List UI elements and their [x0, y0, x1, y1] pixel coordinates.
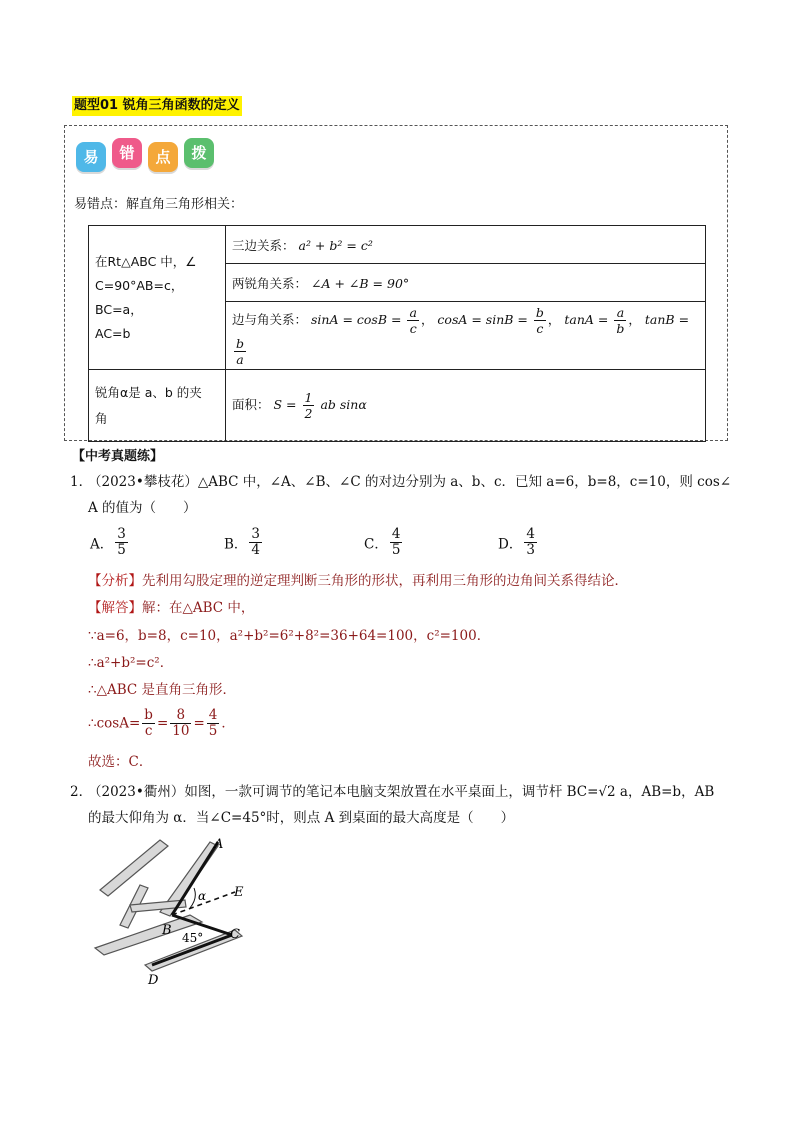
q1-number: 1． [70, 474, 93, 490]
left-line-1: 在Rt△ABC 中，∠ [95, 253, 197, 269]
q2-number: 2． [70, 784, 93, 800]
table-left-cell [89, 226, 226, 370]
q1-option-d[interactable]: D． $\frac{4}{3}$ [498, 526, 535, 558]
left-line-2: C=90°AB=c，BC=a， [95, 277, 184, 317]
analysis-tag: 【分析】 [88, 573, 142, 589]
row2-formula: ∠A + ∠B = 90° [311, 275, 410, 291]
row4-label: 面积： [232, 397, 270, 412]
step4-frac-2: $\frac{8}{10}$ [172, 707, 190, 739]
sinA-formula: sinA = cosB = [311, 311, 402, 327]
tanA-formula: tanA = [564, 311, 609, 327]
answer-tag: 【解答】 [88, 600, 142, 616]
answer-intro: 解：在△ABC 中， [142, 600, 255, 616]
q1-step3: ∴△ABC 是直角三角形． [88, 682, 237, 698]
label-D: D [148, 973, 159, 988]
label-alpha: α [198, 889, 207, 903]
concept-table [88, 225, 706, 442]
practice-title: 【中考真题练】 [72, 449, 164, 464]
q1-line2: A 的值为（ ） [88, 500, 197, 516]
stand-back-rail [100, 840, 168, 896]
label-E: E [234, 885, 244, 900]
q1-option-c[interactable]: C． $\frac{4}{5}$ [364, 526, 401, 558]
frac-a-c: $\frac{a}{c}$ [409, 304, 417, 336]
mistake-badge [76, 138, 226, 178]
badge-char-4: 拨 [184, 138, 214, 168]
q1-line1: （2023•攀枝花）△ABC 中，∠A、∠B、∠C 的对边分别为 a、b、c．已知 a=6，b=8，c=10，则 cos∠ [88, 474, 732, 490]
row3-label: 边与角关系： [232, 311, 308, 327]
q1-option-a[interactable]: A． $\frac{3}{5}$ [90, 526, 126, 558]
frac-a-b: $\frac{a}{b}$ [616, 304, 625, 336]
step4-frac-3: $\frac{4}{5}$ [208, 707, 218, 739]
q2-line1: （2023•衢州）如图，一款可调节的笔记本电脑支架放置在水平桌面上，调节杆 BC=√2 a，AB=b，AB [88, 784, 715, 800]
label-45deg: 45° [182, 931, 204, 945]
badge-char-3: 点 [148, 142, 178, 172]
badge-char-1: 易 [76, 142, 106, 172]
q1-step1: ∵a=6，b=8，c=10，a²+b²=6²+8²=36+64=100，c²=100． [88, 628, 491, 644]
frac-b-c: $\frac{b}{c}$ [535, 304, 544, 336]
frac-b-a: $\frac{b}{a}$ [236, 335, 245, 367]
q1-analysis [88, 570, 628, 592]
row-angles [226, 264, 706, 302]
row1-label: 三边关系： [232, 237, 295, 253]
q1-choice: 故选：C． [88, 754, 153, 770]
badge-char-2: 错 [112, 138, 142, 168]
laptop-stand-figure [90, 830, 270, 990]
tanB-formula: tanB = [644, 311, 690, 327]
alpha-arc [190, 888, 195, 908]
area-s: S = [273, 397, 297, 412]
q1-option-b[interactable]: B． $\frac{3}{4}$ [224, 526, 261, 558]
q2-line2: 的最大仰角为 α．当∠C=45°时，则点 A 到桌面的最大高度是（ ） [88, 810, 515, 826]
label-C: C [230, 927, 240, 942]
mistake-intro: 易错点：解直角三角形相关： [74, 197, 244, 212]
frac-1-2: $\frac{1}{2}$ [304, 390, 313, 421]
row4-left-cell [89, 370, 226, 442]
q1-step2: ∴a²+b²=c²． [88, 655, 174, 671]
row4-left-line2: 角 [95, 410, 108, 426]
label-A: A [214, 837, 224, 852]
row-sides-angles: 边与角关系： sinA = cosB = $\frac{a}{c}$ ， cosA = sinB = $\frac{b}{c}$ ， tanA = $\frac{a}{b}$ ， tanB = $\frac{b}{a}$ [226, 302, 706, 370]
segment-AB [172, 842, 218, 915]
row-sides [226, 226, 706, 264]
row1-formula: a² + b² = c² [298, 237, 373, 253]
label-B: B [162, 923, 172, 938]
left-line-3: AC=b [95, 325, 131, 341]
row2-label: 两锐角关系： [232, 275, 308, 291]
analysis-text: 先利用勾股定理的逆定理判断三角形的形状，再利用三角形的边角间关系得结论． [142, 573, 628, 589]
q1-step4: ∴cosA= $\frac{b}{c}$ = $\frac{8}{10}$ = $\frac{4}{5}$ ． [88, 707, 235, 739]
step4-frac-1: $\frac{b}{c}$ [144, 707, 153, 739]
section-title: 题型01 锐角三角函数的定义 [72, 96, 242, 116]
q1-answer [88, 597, 254, 619]
row-area [226, 370, 706, 442]
row4-left-line1: 锐角α是 a、b 的夹 [95, 384, 202, 400]
area-tail: ab sinα [320, 397, 367, 412]
cosA-formula: cosA = sinB = [437, 311, 528, 327]
